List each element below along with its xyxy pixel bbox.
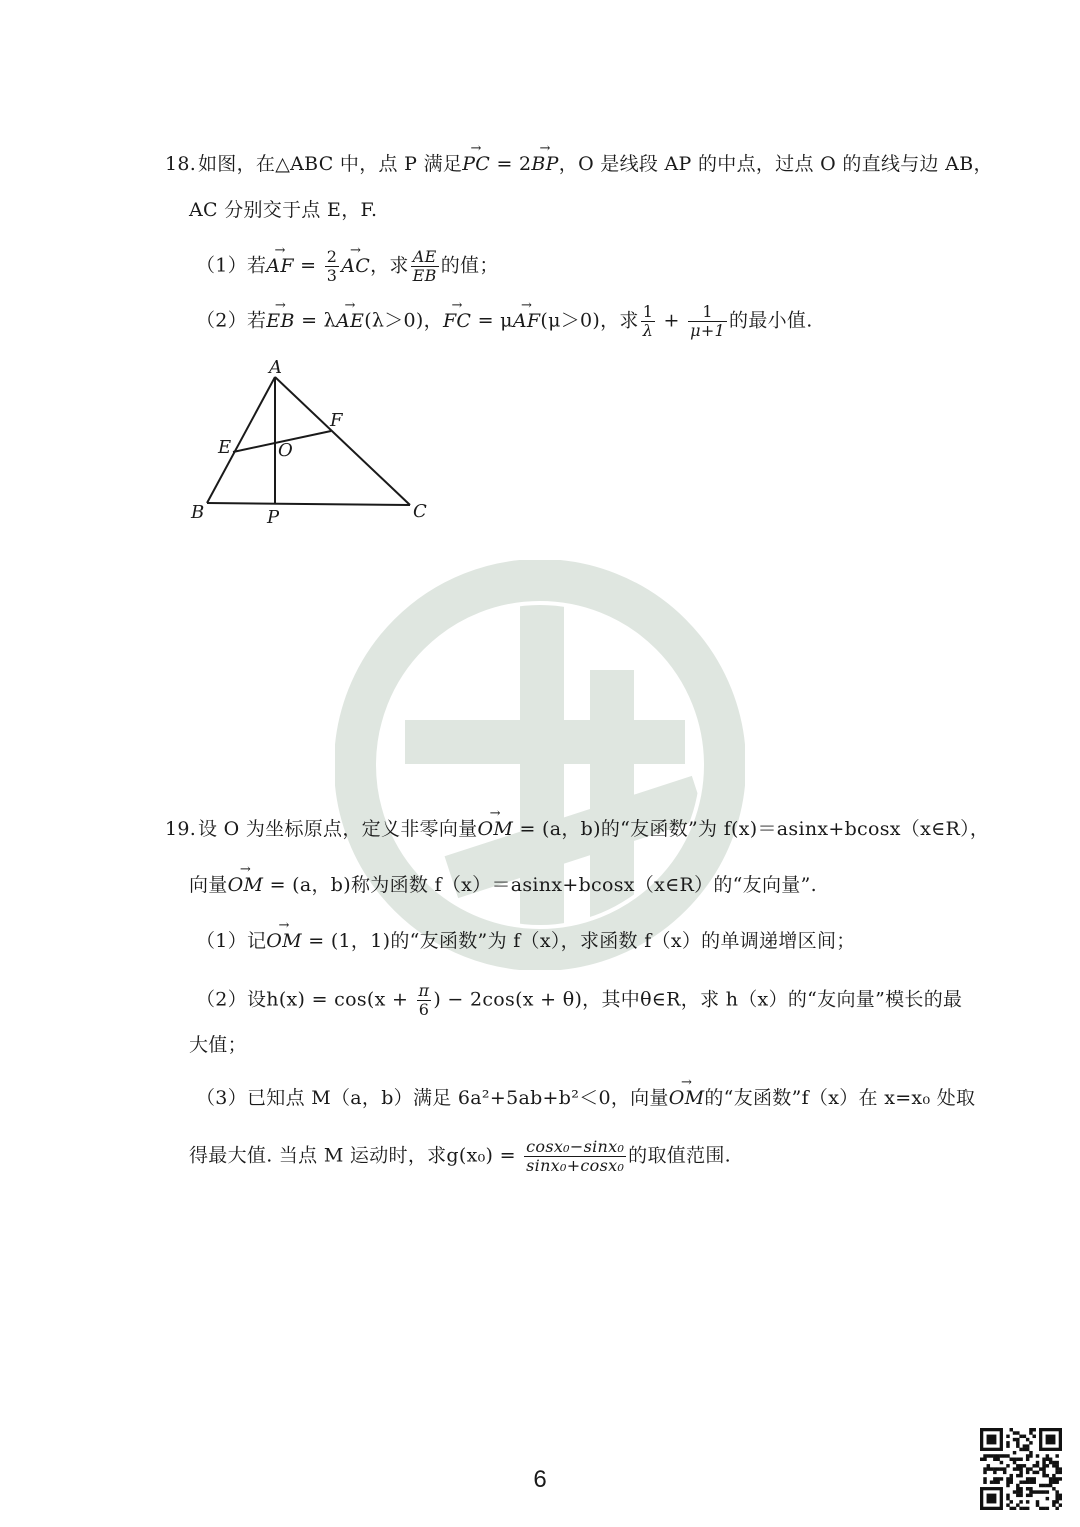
plus: + [657, 309, 687, 332]
q19-text-2b: = (a，b)称为函数 f（x）＝asinx+bcosx（x∈R）的“友向量”. [263, 874, 817, 896]
vector-ae: → AE [336, 309, 364, 333]
label-o: O [278, 440, 293, 461]
publisher-logo-watermark-icon [335, 560, 745, 970]
q19-part2 [196, 982, 962, 1019]
q18-part2-label: （2）若 [196, 309, 267, 332]
vector-fc: → FC [443, 309, 471, 333]
q19-part2-cont: 大值； [189, 1034, 247, 1056]
q18-part2-end: 的最小值. [729, 309, 813, 332]
fraction-2-3: $\frac{2}{3}$ [326, 247, 338, 285]
side-bc [207, 503, 410, 505]
fraction-pi-6: $\frac{\pi}{6}$ [418, 981, 430, 1019]
vector-af-2: → AF [513, 309, 541, 333]
q19-number: 19. [165, 818, 197, 840]
vector-om: → OM [477, 817, 513, 841]
label-e: E [218, 437, 232, 458]
q18-text-1b: ，O 是线段 AP 的中点，过点 O 的直线与边 AB， [558, 153, 993, 175]
fraction-1-mu-plus-1: $\frac{1}{\mu+1}$ [690, 302, 726, 340]
q19-part3-d: 的取值范围. [628, 1144, 732, 1167]
q18-part2-cond1: (λ＞0)， [364, 309, 443, 332]
q19-part2-a: （2）设h(x) = cos(x + [196, 988, 415, 1011]
q18-part1-mid: ，求 [370, 254, 409, 277]
q18-line2: AC 分别交于点 E，F. [189, 199, 378, 221]
label-c: C [413, 501, 427, 522]
page-number: 6 [533, 1466, 547, 1493]
triangle-figure [185, 355, 445, 530]
vector-om-4: → OM [669, 1086, 705, 1110]
fraction-1-lambda: $\frac{1}{\lambda}$ [642, 302, 654, 340]
q19-part3-cont [189, 1138, 731, 1175]
vector-pc: → PC [462, 152, 490, 176]
q18-part2-cond2: (μ＞0)，求 [540, 309, 639, 332]
q18-part1-label: （1）若 [196, 254, 267, 277]
vector-bp: → BP [531, 152, 558, 176]
label-a: A [269, 357, 282, 378]
q18-text-1: 如图，在△ABC 中，点 P 满足 [198, 153, 463, 175]
q19-part1-b: = (1，1)的“友函数”为 f（x），求函数 f（x）的单调递增区间； [301, 930, 856, 952]
side-ac [275, 377, 410, 505]
vector-om-3: → OM [266, 929, 302, 953]
q18-part1 [196, 248, 499, 285]
q19-part3-a: （3）已知点 M（a，b）满足 6a²+5ab+b²＜0，向量 [196, 1087, 669, 1109]
q18-part2-eq2: = μ [471, 309, 513, 332]
q19-part3-c: 得最大值. 当点 M 运动时，求g(x₀) = [189, 1144, 523, 1167]
q18-part2 [196, 303, 813, 340]
vector-eb: → EB [266, 309, 294, 333]
q19-text-1b: = (a，b)的“友函数”为 f(x)＝asinx+bcosx（x∈R）， [513, 818, 990, 840]
equals: = [293, 254, 323, 277]
q18-eq: = 2 [490, 153, 532, 175]
vector-ac: → AC [341, 254, 370, 278]
label-f: F [330, 410, 343, 431]
q19-text-2a: 向量 [189, 874, 228, 896]
q19-part2-b: ) − 2cos(x + θ)，其中θ∈R，求 h（x）的“友向量”模长的最 [433, 988, 963, 1011]
vector-af: → AF [266, 254, 294, 278]
vector-om-2: → OM [228, 873, 264, 897]
q19-part3 [196, 1086, 975, 1110]
fraction-g: $\frac{\text{cosx₀−sinx₀}}{\text{sinx₀+cosx₀}}$ [526, 1137, 625, 1175]
q18-part2-eq1: = λ [294, 309, 336, 332]
label-b: B [191, 502, 205, 523]
qr-code-icon [980, 1428, 1062, 1510]
q19-text-1a: 设 O 为坐标原点，定义非零向量 [198, 818, 478, 840]
q19-line2 [189, 873, 817, 897]
q19-part1-a: （1）记 [196, 930, 267, 952]
q19-part1 [196, 929, 856, 953]
q18-part1-end: 的值； [440, 254, 499, 277]
label-p: P [267, 507, 280, 528]
fraction-ae-eb: $\frac{AE}{EB}$ [412, 247, 437, 285]
q19-part3-b: 的“友函数”f（x）在 x=x₀ 处取 [704, 1087, 976, 1109]
q18-number: 18. [165, 153, 197, 175]
